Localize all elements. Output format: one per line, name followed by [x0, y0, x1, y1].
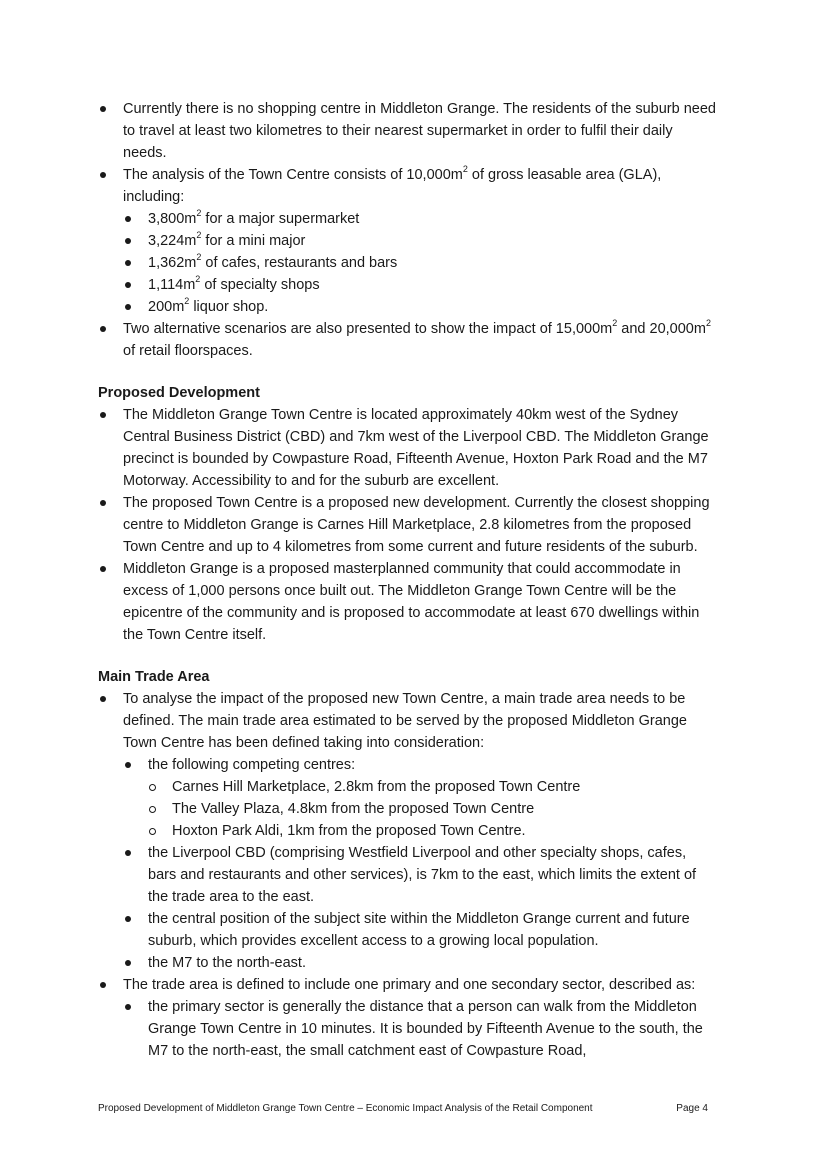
gla-area: 3,224m [148, 233, 197, 249]
list-item [148, 776, 718, 798]
paragraph-text: The Middleton Grange Town Centre is located approximately 40km west of the Sydney Central Business District (CBD) and 7km west of the Liverpool CBD. The Middleton Grange precinct is bounded by Cowpasture Road, Fifteenth Avenue, Hoxton Park Road and the M7 Motorway. Accessibility to and for the suburb are excellent. [123, 407, 709, 489]
intro-bullet-text: Currently there is no shopping centre in Middleton Grange. The residents of the suburb need to travel at least two kilometres to their nearest supermarket in order to fulfil their daily needs. [123, 101, 716, 161]
list-item [123, 274, 718, 296]
page-number: Page 4 [676, 1103, 708, 1114]
list-item [98, 974, 718, 1062]
list-item [148, 820, 718, 842]
scenario-text-end: of retail floorspaces. [123, 343, 253, 359]
consideration-text: the central position of the subject site within the Middleton Grange current and future suburb, which provides excellent access to a growing local population. [148, 911, 690, 949]
superscript: 2 [196, 252, 202, 263]
list-item [123, 296, 718, 318]
sector-text: the primary sector is generally the distance that a person can walk from the Middleton Grange Town Centre in 10 minutes. It is bounded by Fifteenth Avenue to the south, the M7 to the north-east, the small catchment east of Cowpasture Road, [148, 999, 703, 1059]
centre-text: The Valley Plaza, 4.8km from the proposed Town Centre [172, 801, 535, 817]
considerations-list [123, 754, 718, 974]
list-item [123, 996, 718, 1062]
list-item [123, 842, 718, 908]
sectors-list [123, 996, 718, 1062]
gla-area: 1,362m [148, 255, 197, 271]
superscript: 2 [462, 164, 468, 175]
centre-text: Hoxton Park Aldi, 1km from the proposed Town Centre. [172, 823, 526, 839]
consideration-text: the following competing centres: [148, 757, 356, 773]
list-item [123, 230, 718, 252]
gla-area: 200m [148, 299, 185, 315]
gla-use: for a major supermarket [201, 211, 360, 227]
superscript: 2 [612, 318, 618, 329]
list-item [123, 754, 718, 842]
superscript: 2 [195, 274, 201, 285]
footer-title: Proposed Development of Middleton Grange Town Centre – Economic Impact Analysis of the Retail Component [98, 1103, 593, 1114]
paragraph-text: Middleton Grange is a proposed masterplanned community that could accommodate in excess of 1,000 persons once built out. The Middleton Grange Town Centre will be the epicentre of the community and is proposed to accommodate at least 670 dwellings within the Town Centre itself. [123, 561, 700, 643]
list-item [98, 164, 718, 318]
proposed-development-heading: Proposed Development [98, 385, 260, 401]
main-trade-area-list [98, 688, 718, 1062]
list-item [123, 908, 718, 952]
superscript: 2 [196, 208, 202, 219]
gla-use: of cafes, restaurants and bars [201, 255, 398, 271]
section-gap [98, 362, 718, 382]
gla-intro-text: The analysis of the Town Centre consists of 10,000m [123, 167, 463, 183]
list-item [123, 952, 718, 974]
scenario-text-mid: and 20,000m [617, 321, 706, 337]
paragraph-text: To analyse the impact of the proposed new Town Centre, a main trade area needs to be defined. The main trade area estimated to be served by the proposed Middleton Grange Town Centre has been defined taking into consideration: [123, 691, 687, 751]
centre-text: Carnes Hill Marketplace, 2.8km from the proposed Town Centre [172, 779, 581, 795]
competing-centres-list [148, 776, 718, 842]
gla-area: 3,800m [148, 211, 197, 227]
paragraph-text: The trade area is defined to include one primary and one secondary sector, described as: [123, 977, 696, 993]
scenario-text: Two alternative scenarios are also presented to show the impact of 15,000m [123, 321, 613, 337]
page-content [98, 98, 718, 1062]
superscript: 2 [196, 230, 202, 241]
main-trade-area-heading: Main Trade Area [98, 669, 210, 685]
superscript: 2 [705, 318, 711, 329]
section-gap [98, 646, 718, 666]
gla-list [123, 208, 718, 318]
list-item [98, 558, 718, 646]
gla-use: liquor shop. [189, 299, 269, 315]
gla-use: for a mini major [201, 233, 306, 249]
superscript: 2 [184, 296, 190, 307]
gla-intro-text-end: of gross leasable area (GLA), including: [123, 167, 662, 205]
page-footer [98, 1103, 708, 1114]
gla-use: of specialty shops [200, 277, 320, 293]
list-item [123, 208, 718, 230]
list-item [98, 404, 718, 492]
consideration-text: the Liverpool CBD (comprising Westfield Liverpool and other specialty shops, cafes, bars and restaurants and other services), is 7km to the east, which limits the extent of the trade area to the east. [148, 845, 697, 905]
list-item [148, 798, 718, 820]
list-item [98, 98, 718, 164]
list-item [98, 688, 718, 974]
list-item [98, 318, 718, 362]
list-item [98, 492, 718, 558]
gla-area: 1,114m [148, 277, 196, 293]
paragraph-text: The proposed Town Centre is a proposed new development. Currently the closest shopping centre to Middleton Grange is Carnes Hill Marketplace, 2.8 kilometres from the proposed Town Centre and up to 4 kilometres from some current and future residents of the suburb. [123, 495, 710, 555]
proposed-development-list [98, 404, 718, 646]
consideration-text: the M7 to the north-east. [148, 955, 306, 971]
list-item [123, 252, 718, 274]
intro-list [98, 98, 718, 362]
